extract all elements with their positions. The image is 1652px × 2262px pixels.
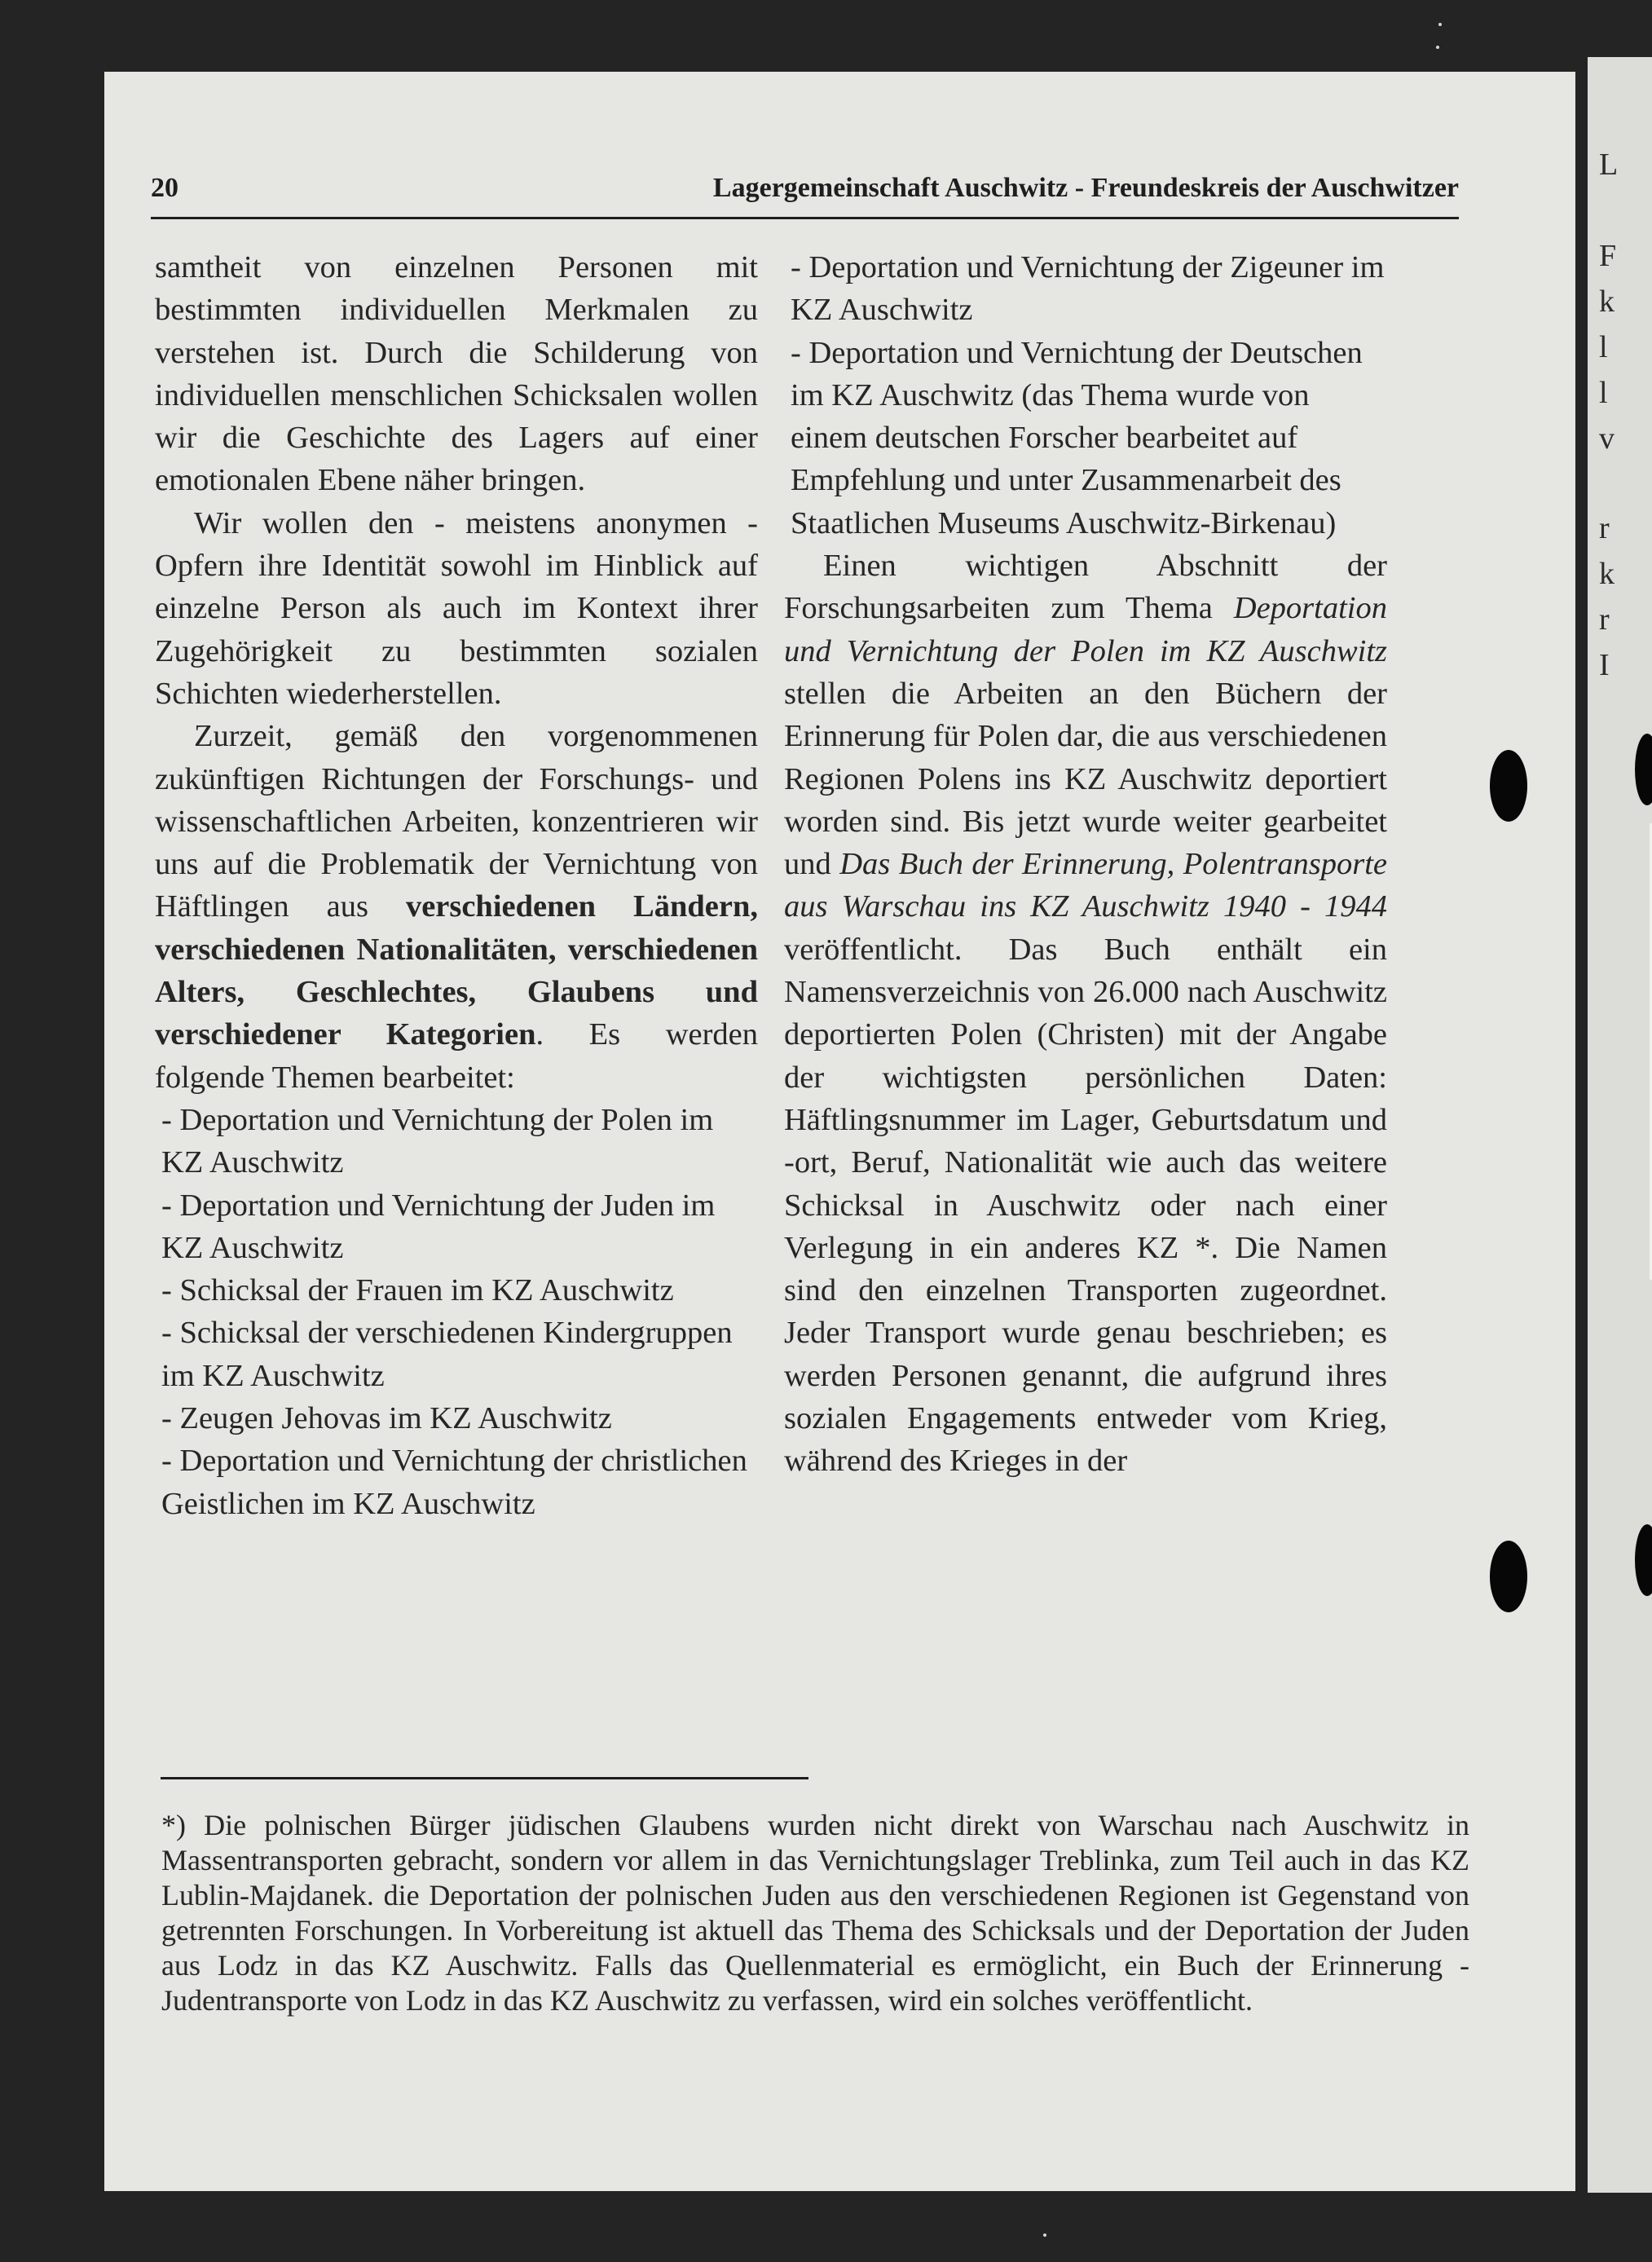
footnote-text: *) Die polnischen Bürger jüdischen Glaubens wurden nicht direkt von Warschau nach Auschwitz in Massentransporten gebracht, sondern vor allem in das Vernichtungslager Treblinka, zum Teil auch in das KZ Lublin-Majdanek. die Deportation der polnischen Juden aus den verschiedenen Regionen ist Gegenstand von getrennten Forschungen. In Vorbereitung ist aktuell das Thema des Schicksals und der Deportation der Juden aus Lodz in das KZ Auschwitz. Falls das Quellenmaterial es ermöglicht, ein Buch der Erinnerung - Judentransporte von Lodz in das KZ Auschwitz zu verfassen, wird ein solches veröffentlicht.: [161, 1809, 1469, 2017]
text-run: veröffentlicht. Das Buch enthält ein Namensverzeichnis von 26.000 nach Auschwitz deportierten Polen (Christen) mit der Angabe der wichtigsten persönlichen Daten: Häftlingsnummer im Lager, Geburtsdatum und -ort, Beruf, Nationalität wie auch das weitere Schicksal in Auschwitz oder nach einer Verlegung in ein anderes KZ *. Die Namen sind den einzelnen Transporten zugeordnet. Jeder Transport wurde genau beschrieben; es werden Personen genannt, die aufgrund ihres sozialen Engagements entweder vom Krieg, während des Krieges in der: [784, 932, 1387, 1479]
punch-hole: [1490, 1541, 1527, 1612]
next-page-fragment: L: [1599, 148, 1619, 182]
next-page-fragment: k: [1599, 284, 1615, 319]
list-item: - Deportation und Vernichtung der Juden im KZ Auschwitz: [161, 1188, 716, 1265]
paragraph: [155, 715, 758, 1099]
right-column: [784, 246, 1387, 1483]
next-page-fragment: v: [1599, 421, 1615, 456]
paragraph: Wir wollen den - meistens anonymen - Opfern ihre Identität sowohl im Hinblick auf einzelne Person als auch im Kontext ihrer Zugehörigkeit zu bestimmten sozialen Schichten wiederherstellen.: [155, 505, 758, 711]
paragraph: [784, 545, 1387, 1483]
list-item: - Deportation und Vernichtung der christlichen Geistlichen im KZ Auschwitz: [161, 1444, 747, 1521]
left-column: [155, 246, 758, 1525]
next-page-fragment: r: [1599, 511, 1610, 545]
bold-emphasis: verschiedenen Ländern, verschiedenen Nationalitäten, verschiedenen Alters, Geschlechtes, Glaubens und verschiedener Kategorien: [155, 889, 758, 1052]
footnote: [161, 1808, 1469, 2018]
page-number: 20: [151, 173, 178, 203]
next-page-fragment: l: [1599, 376, 1608, 410]
list-item: - Deportation und Vernichtung der Polen im KZ Auschwitz: [161, 1102, 714, 1180]
text-run: Zurzeit, gemäß den vorgenommenen zukünftigen Richtungen der Forschungs- und wissenschaftlichen Arbeiten, konzentrieren wir uns auf die Problematik der Vernichtung von Häftlingen aus: [155, 719, 758, 924]
scan-dust: [1436, 46, 1439, 49]
list-item: - Deportation und Vernichtung der Deutschen im KZ Auschwitz (das Thema wurde von einem deutschen Forscher bearbeitet auf Empfehlung und unter Zusammenarbeit des Staatlichen Museums Auschwitz-Birkenau): [791, 335, 1363, 540]
list-item: - Zeugen Jehovas im KZ Auschwitz: [161, 1401, 612, 1436]
next-page-edge: [1588, 57, 1652, 2193]
running-title: Lagergemeinschaft Auschwitz - Freundeskreis der Auschwitzer: [712, 173, 1459, 203]
text-run: . Es werden folgende Themen bearbeitet:: [155, 1017, 758, 1095]
next-page-fragment: k: [1599, 557, 1615, 591]
text-run: stellen die Arbeiten an den Büchern der Erinnerung für Polen dar, die aus verschiedenen Regionen Polens ins KZ Auschwitz deportiert worden sind. Bis jetzt wurde weiter gearbeitet und: [784, 676, 1387, 882]
punch-hole: [1490, 750, 1527, 822]
next-page-fragment: r: [1599, 602, 1610, 637]
list-item: - Deportation und Vernichtung der Zigeuner im KZ Auschwitz: [791, 250, 1385, 328]
italic-title: Das Buch der Erinnerung, Polentransporte aus Warschau ins KZ Auschwitz 1940 - 1944: [784, 847, 1387, 924]
paragraph: samtheit von einzelnen Personen mit bestimmten individuellen Merkmalen zu verstehen ist. Durch die Schilderung von individuellen menschlichen Schicksalen wollen wir die Geschichte des Lagers auf einer emotionalen Ebene näher bringen.: [155, 250, 758, 498]
next-page-fragment: F: [1599, 239, 1617, 273]
next-page-fragment: I: [1599, 648, 1610, 682]
scan-dust: [1043, 2233, 1046, 2237]
list-item: - Schicksal der Frauen im KZ Auschwitz: [161, 1273, 674, 1308]
list-item: - Schicksal der verschiedenen Kindergruppen im KZ Auschwitz: [161, 1316, 733, 1393]
italic-title: Deportation und Vernichtung der Polen im KZ Auschwitz: [784, 591, 1387, 668]
text-run: Einen wichtigen Abschnitt der Forschungsarbeiten zum Thema: [784, 549, 1387, 626]
page-header: [151, 171, 1459, 219]
footnote-separator: [161, 1777, 808, 1779]
scan-dust: [1438, 23, 1442, 26]
next-page-fragment: l: [1599, 330, 1608, 364]
